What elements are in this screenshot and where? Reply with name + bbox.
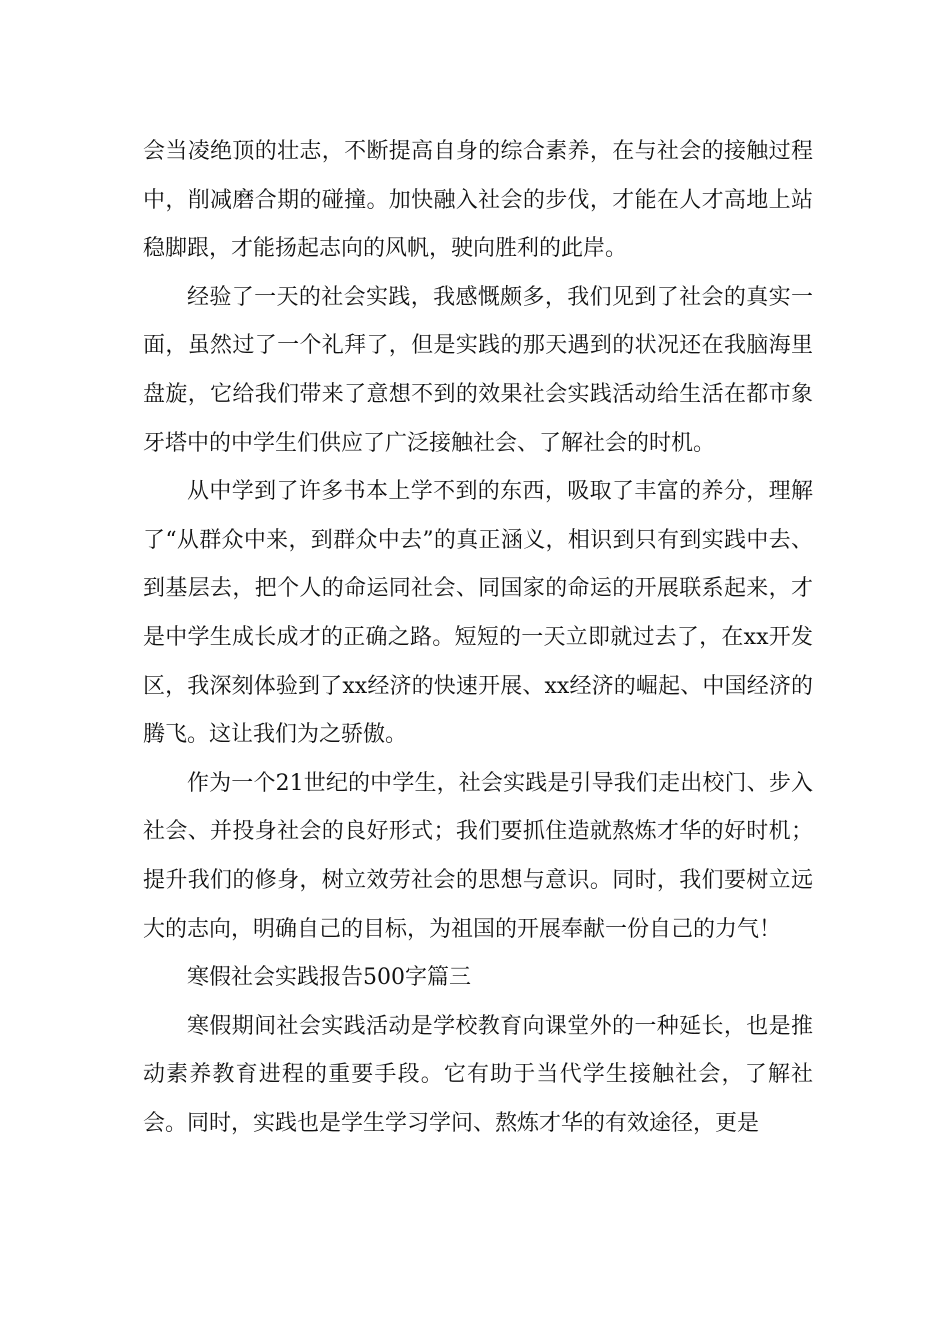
paragraph-3: 从中学到了许多书本上学不到的东西，吸取了丰富的养分，理解了“从群众中来，到群众中去”的真正涵义，相识到只有到实践中去、到基层去，把个人的命运同社会、同国家的命运的开展联系起来，才是中学生成长成才的正确之路。短短的一天立即就过去了，在xx开发区，我深刻体验到了xx经济的快速开展、xx经济的崛起、中国经济的腾飞。这让我们为之骄傲。 [143,479,813,748]
section-heading: 寒假社会实践报告500字篇三 [187,965,471,991]
paragraph-4: 作为一个21世纪的中学生，社会实践是引导我们走出校门、步入社会、并投身社会的良好形式；我们要抓住造就熬炼才华的好时机；提升我们的修身，树立效劳社会的思想与意识。同时，我们要树立远大的志向，明确自己的目标，为祖国的开展奉献一份自己的力气！ [143,770,813,942]
document-body [143,128,813,1148]
paragraph-5: 寒假期间社会实践活动是学校教育向课堂外的一种延长，也是推动素养教育进程的重要手段。它有助于当代学生接触社会，了解社会。同时，实践也是学生学习学问、熬炼才华的有效途径，更是 [143,1013,813,1136]
paragraph-1: 会当凌绝顶的壮志，不断提高自身的综合素养，在与社会的接触过程中，削减磨合期的碰撞。加快融入社会的步伐，才能在人才高地上站稳脚跟，才能扬起志向的风帆，驶向胜利的此岸。 [143,139,813,262]
paragraph-2: 经验了一天的社会实践，我感慨颇多，我们见到了社会的真实一面，虽然过了一个礼拜了，但是实践的那天遇到的状况还在我脑海里盘旋，它给我们带来了意想不到的效果社会实践活动给生活在都市象牙塔中的中学生们供应了广泛接触社会、了解社会的时机。 [143,284,813,456]
